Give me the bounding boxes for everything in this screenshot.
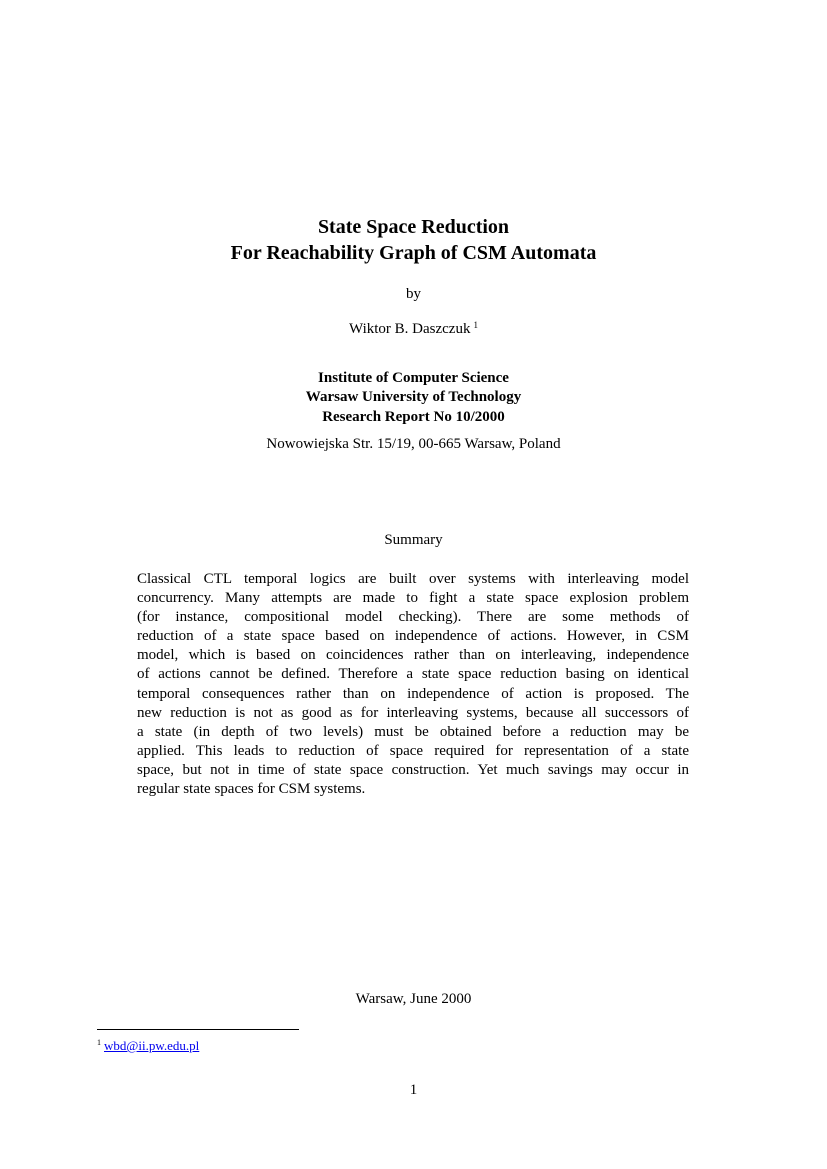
summary-heading: Summary xyxy=(384,532,443,548)
footnote-divider xyxy=(97,1029,299,1030)
summary-line: space, but not in time of state space construction. Yet much savings may occur in xyxy=(137,761,689,778)
footnote-mark: 1 xyxy=(97,1038,101,1047)
paper-title-line-1: State Space Reduction xyxy=(317,216,510,238)
affiliation-institute: Institute of Computer Science xyxy=(318,370,509,386)
summary-line: model, which is based on coincidences rather than on interleaving, independence xyxy=(137,647,689,664)
affiliation-university: Warsaw University of Technology xyxy=(305,389,522,405)
page-number: 1 xyxy=(409,1082,418,1098)
summary-line: concurrency. Many attempts are made to fight a state space explosion problem xyxy=(137,590,689,607)
report-number: Research Report No 10/2000 xyxy=(322,409,505,425)
summary-line: a state (in depth of two levels) must be obtained before a reduction may be xyxy=(137,723,689,740)
summary-line: Classical CTL temporal logics are built over systems with interleaving model xyxy=(137,571,689,587)
affiliation-address: Nowowiejska Str. 15/19, 00-665 Warsaw, Poland xyxy=(266,436,561,452)
summary-line: (for instance, compositional model checking). There are some methods of xyxy=(137,609,689,626)
author-line xyxy=(0,320,827,339)
author-name: Wiktor B. Daszczuk xyxy=(349,321,471,337)
summary-line: new reduction is not as good as for interleaving systems, because all successors of xyxy=(137,704,689,721)
summary-line: temporal consequences rather than on independence of action is proposed. The xyxy=(137,685,689,702)
footnote xyxy=(97,1038,199,1054)
author-email-link[interactable]: wbd@ii.pw.edu.pl xyxy=(104,1038,200,1053)
byline: by xyxy=(406,286,421,302)
paper-title-line-2: For Reachability Graph of CSM Automata xyxy=(230,242,597,264)
summary-line: applied. This leads to reduction of space required for representation of a state xyxy=(137,742,689,759)
place-and-date: Warsaw, June 2000 xyxy=(355,991,472,1007)
summary-text xyxy=(137,570,689,799)
summary-line: of actions cannot be defined. Therefore a state space reduction basing on identical xyxy=(137,666,689,683)
summary-line: regular state spaces for CSM systems. xyxy=(137,781,366,798)
summary-line: reduction of a state space based on independence of actions. However, in CSM xyxy=(137,628,689,645)
author-footnote-mark: 1 xyxy=(473,320,478,330)
